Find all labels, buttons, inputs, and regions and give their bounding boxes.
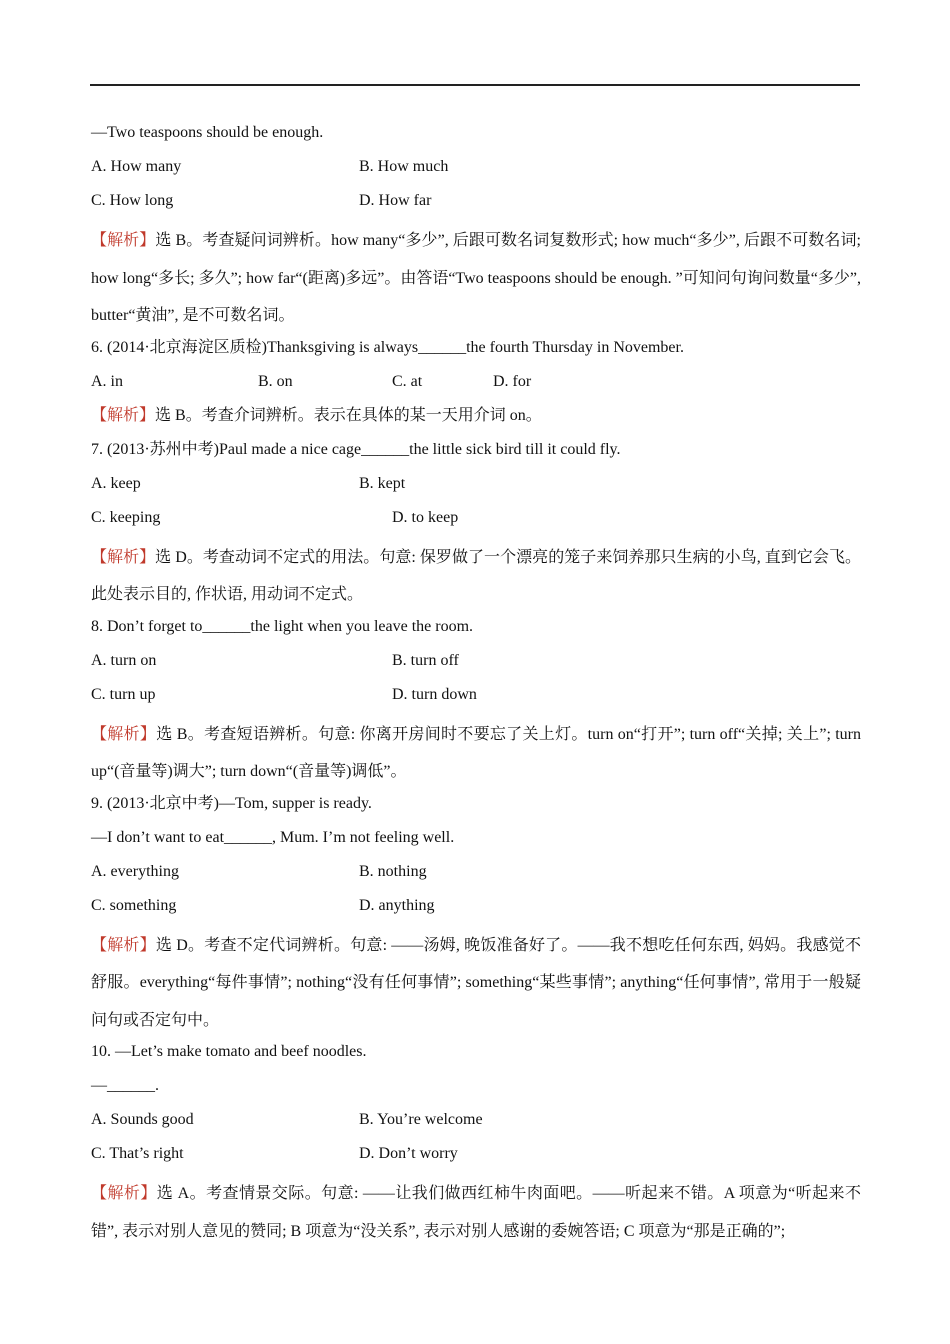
answer-line <box>91 120 861 154</box>
option-b: B. nothing <box>359 862 427 880</box>
options-row <box>91 1107 861 1141</box>
explanation-tag: 【解析】 <box>91 1185 157 1202</box>
options-row <box>91 154 861 188</box>
option-d: D. to keep <box>392 508 459 526</box>
option-a: A. turn on <box>91 651 157 669</box>
reply-text: —______. <box>91 1077 159 1094</box>
option-b: B. kept <box>359 474 406 492</box>
option-b: B. turn off <box>392 651 459 669</box>
question <box>91 335 861 369</box>
question-text: 6. (2014·北京海淀区质检)Thanksgiving is always______the fourth Thursday in November. <box>91 338 684 356</box>
q5-answer: —Two teaspoons should be enough. <box>91 124 324 141</box>
option-c: C. How long <box>91 192 174 209</box>
explanation-text: 选 D。考查不定代词辨析。句意: ——汤姆, 晚饭准备好了。——我不想吃任何东西, 妈妈。我感觉不舒服。everything“每件事情”; nothing“没有任何事情”; something“某些事情”; anything“任何事情”, 常用于一般疑问句或否定句中。 <box>91 936 861 1029</box>
explanation-text: 选 D。考查动词不定式的用法。句意: 保罗做了一个漂亮的笼子来饲养那只生病的小鸟, 直到它会飞。此处表示目的, 作状语, 用动词不定式。 <box>91 548 861 603</box>
header-rule <box>90 84 860 86</box>
option-a: A. keep <box>91 474 141 492</box>
option-b: B. on <box>258 372 293 390</box>
option-b: B. You’re welcome <box>359 1111 483 1128</box>
option-a: A. How many <box>91 158 182 175</box>
question <box>91 1039 861 1073</box>
question <box>91 791 861 825</box>
options-row <box>91 648 861 682</box>
explanation <box>91 927 861 1040</box>
option-d: D. How far <box>359 192 432 209</box>
explanation <box>91 716 861 791</box>
explanation <box>91 403 861 437</box>
options-row <box>91 859 861 893</box>
options-row <box>91 369 861 403</box>
question-text: 8. Don’t forget to______the light when you leave the room. <box>91 617 474 635</box>
options-row <box>91 188 861 222</box>
option-c: C. turn up <box>91 685 156 703</box>
option-c: C. something <box>91 896 177 914</box>
document-body <box>91 120 861 1250</box>
question-text: 7. (2013·苏州中考)Paul made a nice cage______the little sick bird till it could fly. <box>91 440 621 458</box>
option-a: A. in <box>91 372 123 390</box>
question-text: 9. (2013·北京中考)—Tom, supper is ready. <box>91 794 372 812</box>
explanation <box>91 222 861 335</box>
explanation-tag: 【解析】 <box>91 406 156 424</box>
option-c: C. keeping <box>91 508 161 526</box>
reply-line <box>91 825 861 859</box>
option-d: D. anything <box>359 896 435 914</box>
option-a: A. Sounds good <box>91 1111 194 1128</box>
reply-line <box>91 1073 861 1107</box>
explanation-text: 选 A。考查情景交际。句意: ——让我们做西红柿牛肉面吧。——听起来不错。A 项意为“听起来不错”, 表示对别人意见的赞同; B 项意为“没关系”, 表示对别人感谢的委婉答语; C 项意为“那是正确的”; <box>91 1185 861 1240</box>
option-d: D. turn down <box>392 685 477 703</box>
option-d: D. for <box>493 372 532 390</box>
explanation-tag: 【解析】 <box>91 936 156 954</box>
option-c: C. That’s right <box>91 1145 184 1162</box>
option-c: C. at <box>392 372 423 390</box>
options-row <box>91 471 861 505</box>
explanation-text: 选 B。考查疑问词辨析。how many“多少”, 后跟可数名词复数形式; how much“多少”, 后跟不可数名词; how long“多长; 多久”; how far“(距离)多远”。由答语“Two teaspoons should be enough. ”可知问句询问数量“多少”, butter“黄油”, 是不可数名词。 <box>91 232 861 324</box>
option-a: A. everything <box>91 862 179 880</box>
explanation <box>91 539 861 614</box>
explanation-text: 选 B。考查介词辨析。表示在具体的某一天用介词 on。 <box>155 406 542 424</box>
explanation-text: 选 B。考查短语辨析。句意: 你离开房间时不要忘了关上灯。turn on“打开”; turn off“关掉; 关上”; turn up“(音量等)调大”; turn down“(音量等)调低”。 <box>91 725 861 780</box>
option-b: B. How much <box>359 158 449 175</box>
explanation <box>91 1175 861 1250</box>
reply-text: —I don’t want to eat______, Mum. I’m not feeling well. <box>91 828 455 846</box>
option-d: D. Don’t worry <box>359 1145 458 1162</box>
options-row <box>91 1141 861 1175</box>
explanation-tag: 【解析】 <box>91 548 156 566</box>
question <box>91 437 861 471</box>
question-text: 10. —Let’s make tomato and beef noodles. <box>91 1043 367 1060</box>
question <box>91 614 861 648</box>
options-row <box>91 682 861 716</box>
options-row <box>91 893 861 927</box>
explanation-tag: 【解析】 <box>91 725 157 743</box>
explanation-tag: 【解析】 <box>91 232 156 249</box>
options-row <box>91 505 861 539</box>
